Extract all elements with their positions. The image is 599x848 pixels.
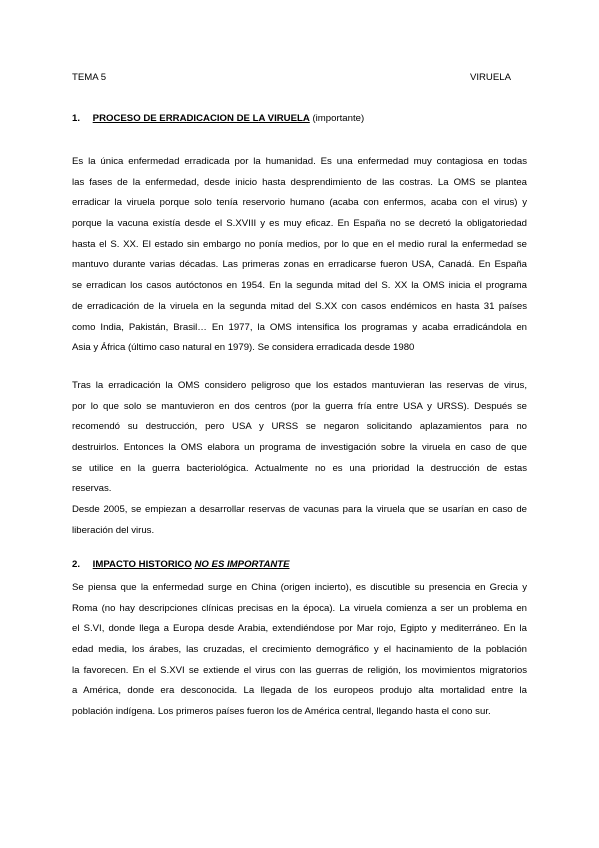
text-line: porque la vacuna existía desde el S.XVIII y es muy eficaz. En España no se decretó la obligatoriedad <box>72 218 527 230</box>
text-line: erradicar la viruela porque solo tenía reservorio humano (acaba con enfermos, acaba con el virus) y <box>72 197 527 209</box>
text-line: de erradicación de la viruela en la segunda mitad del S.XX con casos endémicos en hasta 31 países <box>72 300 527 312</box>
text-line: Roma (no hay descripciones clínicas precisas en la época). La viruela comienza a ser un problema en <box>72 602 527 614</box>
section-2-heading <box>72 558 290 572</box>
section-2-note: NO ES IMPORTANTE <box>194 559 290 570</box>
section-2-title: IMPACTO HISTORICO <box>92 559 192 570</box>
text-line: Se piensa que la enfermedad surge en China (origen incierto), es discutible su presencia en Grecia y <box>72 582 527 593</box>
page-header <box>72 72 511 86</box>
section-2-number: 2. <box>72 559 81 570</box>
header-topic: TEMA 5 <box>72 72 107 83</box>
text-line: edad media, los árabes, las cruzadas, el crecimiento demográfico y el hacinamiento de la población <box>72 644 527 656</box>
section-1-number: 1. <box>72 113 81 124</box>
text-line: por lo que solo se mantuvieron en dos centros (por la guerra fría entre USA y URSS). Después se <box>72 400 527 412</box>
section-1-note: (importante) <box>309 113 365 124</box>
text-line: destruirlos. Entonces la OMS elabora un programa de investigación sobre la viruela en caso de que <box>72 442 527 454</box>
text-line: el S.VI, donde llega a Europa desde Arabia, extendiéndose por Mar rojo, Egipto y mediterráneo. En la <box>72 623 527 635</box>
text-line: Desde 2005, se empiezan a desarrollar reservas de vacunas para la viruela que se usarían en caso de <box>72 504 527 516</box>
text-line: la favorecen. En el S.XVI se extiende el virus con las guerras de religión, los movimientos migratorios <box>72 664 527 676</box>
paragraph-3 <box>72 578 527 723</box>
text-line: liberación del virus. <box>72 524 155 536</box>
text-line: Asia y África (último caso natural en 1979). Se considera erradicada desde 1980 <box>72 342 415 354</box>
section-1-title: PROCESO DE ERRADICACION DE LA VIRUELA <box>92 113 310 124</box>
text-line: población indígena. Los primeros países fueron los de América central, llegando hasta el cono sur. <box>72 706 491 718</box>
paragraph-2 <box>72 376 527 542</box>
text-line: mantuvo durante varias décadas. Las primeras zonas en erradicarse fueron USA, Canadá. En España <box>72 259 527 271</box>
text-line: recomendó su destrucción, pero USA y URSS se negaron solicitando aplazamientos para no <box>72 421 527 433</box>
text-line: se utilice en la guerra bacteriológica. Actualmente no es una prioridad la destrucción de estas <box>72 462 527 474</box>
text-line: como India, Pakistán, Brasil… En 1977, la OMS intensifica los programas y acaba erradicándola en <box>72 321 527 333</box>
text-line: reservas. <box>72 483 112 495</box>
text-line: Es la única enfermedad erradicada por la humanidad. Es una enfermedad muy contagiosa en todas <box>72 156 527 167</box>
text-line: a América, donde era desconocida. La llegada de los europeos produjo alta mortalidad entre la <box>72 685 527 697</box>
text-line: se erradican los casos autóctonos en 1954. En la segunda mitad del S. XX la OMS inicia el programa <box>72 280 527 292</box>
paragraph-1 <box>72 152 527 359</box>
header-subject: VIRUELA <box>469 72 511 83</box>
text-line: Tras la erradicación la OMS considero peligroso que los estados mantuvieran las reservas de virus, <box>72 380 527 391</box>
text-line: hasta el S. XX. El estado sin embargo no ponía medios, por lo que en el medio rural la enfermedad se <box>72 238 527 250</box>
section-1-heading <box>72 112 364 126</box>
text-line: las fases de la enfermedad, desde inicio hasta desprendimiento de las costras. La OMS se plantea <box>72 176 527 188</box>
